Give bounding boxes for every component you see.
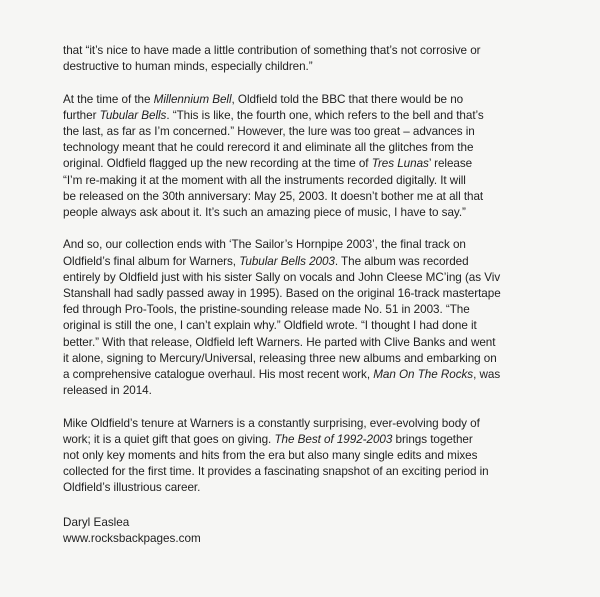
text-run: the last, as far as I’m concerned.” However, the lure was too great – advances in: [63, 125, 475, 138]
signature-block: [63, 515, 201, 547]
text-run: a comprehensive catalogue overhaul. His most recent work,: [63, 368, 374, 382]
text-run: better.” With that release, Oldfield left Warners. He parted with Clive Banks and went: [63, 335, 496, 349]
text-line: [63, 351, 545, 367]
text-line: [63, 480, 545, 496]
text-line: [63, 464, 545, 480]
text-run: original. Oldfield flagged up the new recording at the time of: [63, 157, 372, 171]
text-run: technology meant that he could rerecord it and eliminate all the glitches from the: [63, 141, 474, 155]
italic-title: Tres Lunas: [371, 157, 429, 171]
text-line: [63, 189, 545, 205]
text-run: original is still the one, I can’t explain why.” Oldfield wrote. “I thought I had done it: [63, 319, 477, 333]
text-run: Stanshall had sadly passed away in 1995). Based on the original 16-track mastertape: [63, 287, 501, 301]
text-line: [63, 335, 545, 351]
text-run: be released on the 30th anniversary: May 25, 2003. It doesn’t bother me at all that: [63, 189, 484, 203]
italic-title: Tubular Bells: [99, 108, 167, 122]
text-line: [63, 432, 545, 448]
text-run: Mike Oldfield’s tenure at Warners is a constantly surprising, ever-evolving body of: [63, 416, 480, 430]
text-line: [63, 205, 545, 221]
text-run: . The album was recorded: [334, 254, 469, 268]
text-run: released in 2014.: [63, 384, 152, 398]
paragraph: [63, 43, 545, 75]
author-name: Daryl Easlea: [63, 516, 130, 529]
text-line: [63, 302, 545, 318]
italic-title: Tubular Bells 2003: [239, 254, 335, 268]
text-run: And so, our collection ends with ‘The Sailor’s Hornpipe 2003’, the final track on: [63, 238, 466, 252]
text-run: brings together: [392, 432, 473, 446]
text-run: work; it is a quiet gift that goes on giving.: [63, 432, 275, 446]
text-line: [63, 448, 545, 464]
text-run: destructive to human minds, especially children.”: [63, 60, 313, 74]
text-run: , Oldfield told the BBC that there would be no: [231, 92, 464, 106]
paragraph: [63, 92, 545, 222]
text-line: [63, 286, 545, 302]
text-run: “I’m re-making it at the moment with all the instruments recorded digitally. It will: [63, 173, 466, 187]
text-run: At the time of the: [63, 92, 154, 106]
text-line: [63, 367, 545, 383]
text-run: collected for the first time. It provides a fascinating snapshot of an exciting period in: [63, 465, 489, 479]
text-line: [63, 237, 545, 253]
text-line: [63, 140, 545, 156]
text-run: further: [63, 108, 100, 122]
text-line: [63, 383, 545, 399]
text-run: Oldfield’s illustrious career.: [63, 481, 201, 495]
text-run: Oldfield’s final album for Warners,: [63, 254, 240, 268]
source-website: www.rocksbackpages.com: [63, 532, 201, 546]
text-line: [63, 173, 545, 189]
italic-title: Man On The Rocks: [373, 368, 474, 382]
text-run: . “This is like, the fourth one, which refers to the bell and that’s: [166, 108, 484, 122]
text-run: that “it’s nice to have made a little contribution of something that’s not corrosive or: [63, 44, 481, 57]
text-run: entirely by Oldfield just with his sister Sally on vocals and John Cleese MC’ing (as Viv: [63, 270, 501, 284]
text-line: [63, 59, 545, 75]
text-run: it alone, signing to Mercury/Universal, releasing three new albums and embarking on: [63, 351, 497, 365]
text-line: [63, 416, 545, 432]
text-run: , was: [473, 368, 501, 382]
text-line: [63, 124, 545, 140]
text-line: [63, 270, 545, 286]
article-body: [63, 43, 545, 513]
text-run: ’ release: [428, 157, 473, 171]
text-line: [63, 92, 545, 108]
paragraph: [63, 416, 545, 497]
text-line: [63, 43, 545, 59]
text-line: [63, 108, 545, 124]
text-run: people always ask about it. It’s such an amazing piece of music, I have to say.”: [63, 206, 466, 220]
italic-title: Millennium Bell: [153, 92, 232, 106]
text-run: not only key moments and hits from the era but also many single edits and mixes: [63, 449, 478, 463]
italic-title: The Best of 1992-2003: [274, 432, 393, 446]
text-line: [63, 254, 545, 270]
text-run: fed through Pro-Tools, the pristine-sounding release made No. 51 in 2003. “The: [63, 303, 470, 317]
text-line: [63, 156, 545, 172]
paragraph: [63, 237, 545, 399]
text-line: [63, 318, 545, 334]
